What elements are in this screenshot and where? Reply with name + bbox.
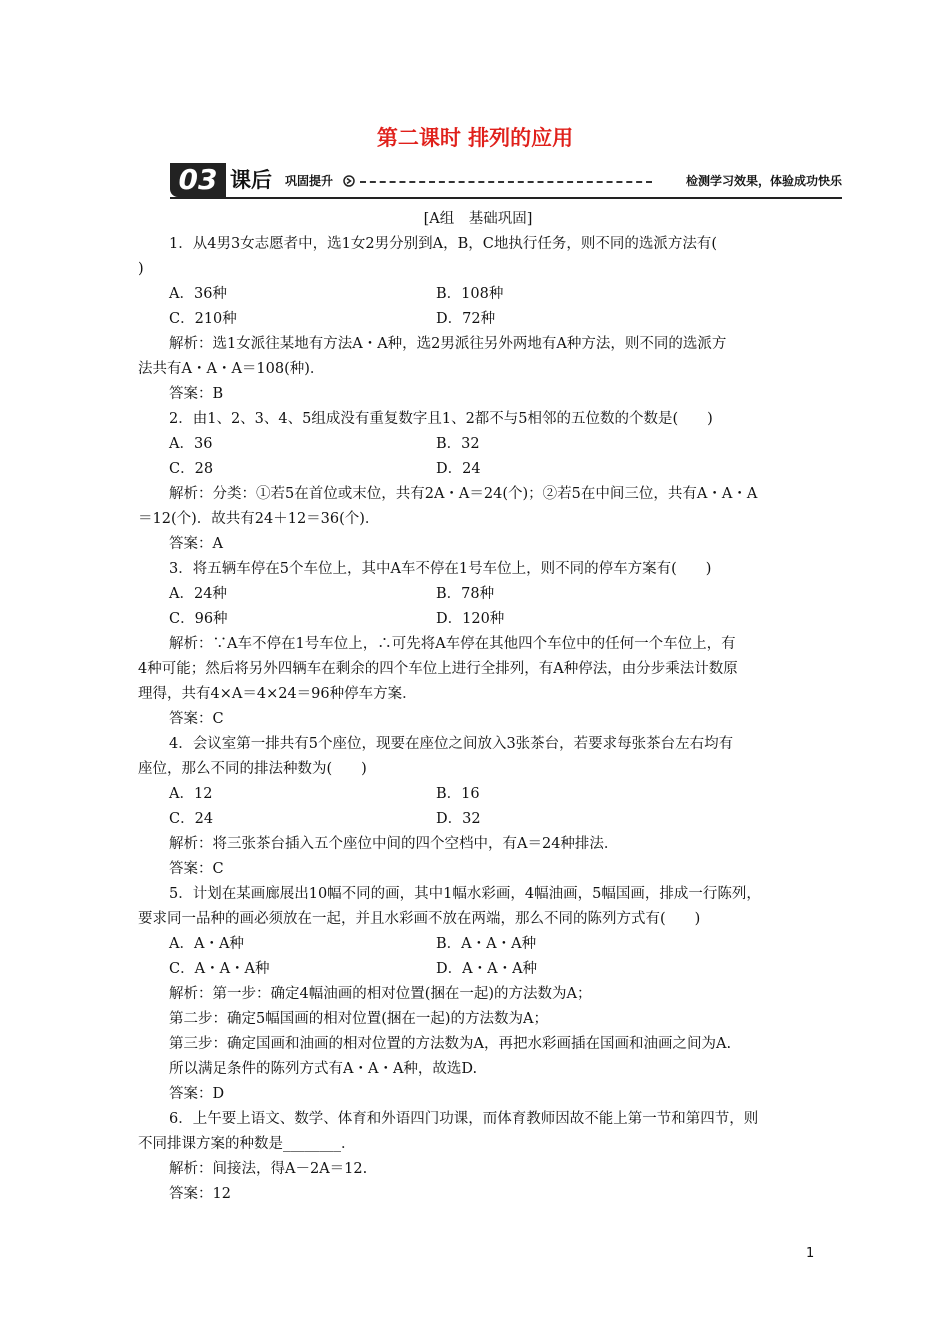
option-left: A．12 — [169, 786, 213, 802]
option-row — [138, 582, 818, 607]
option-left: C．A・A・A种 — [169, 961, 270, 977]
banner-name: 课后 — [230, 168, 272, 192]
banner-dashed-line — [360, 181, 652, 183]
option-left: C．28 — [169, 461, 214, 477]
option-row — [138, 957, 818, 982]
text-line: 解析：间接法，得A－2A＝12. — [169, 1161, 368, 1177]
option-left: A．A・A种 — [169, 936, 244, 952]
option-right: B．108种 — [436, 286, 504, 302]
banner-subtitle: 巩固提升 — [285, 174, 334, 188]
option-left: A．36种 — [169, 286, 227, 302]
group-heading: [A组 基础巩固] — [423, 211, 533, 227]
option-row — [138, 457, 818, 482]
option-right: B．16 — [436, 786, 480, 802]
option-right: D．72种 — [436, 311, 496, 327]
option-left: C．24 — [169, 811, 214, 827]
banner-number: 03 — [170, 163, 226, 197]
text-line: 1．从4男3女志愿者中，选1女2男分别到A，B，C地执行任务，则不同的选派方法有( — [169, 236, 718, 252]
exercise-content — [138, 207, 818, 1207]
text-line: 解析：∵A车不停在1号车位上，∴可先将A车停在其他四个车位中的任何一个车位上，有 — [169, 636, 736, 652]
option-right: B．A・A・A种 — [436, 936, 537, 952]
text-line: 答案：D — [169, 1086, 225, 1102]
option-right: D．24 — [436, 461, 481, 477]
text-line: 解析：选1女派往某地有方法A・A种，选2男派往另外两地有A种方法，则不同的选派方 — [169, 336, 727, 352]
option-left: A．36 — [169, 436, 213, 452]
option-left: A．24种 — [169, 586, 227, 602]
text-line: 答案：B — [169, 386, 224, 402]
text-line: 4．会议室第一排共有5个座位，现要在座位之间放入3张茶台，若要求每张茶台左右均有 — [169, 736, 734, 752]
text-line: 2．由1、2、3、4、5组成没有重复数字且1、2都不与5相邻的五位数的个数是( ) — [169, 411, 713, 427]
option-row — [138, 782, 818, 807]
text-line: 法共有A・A・A＝108(种)． — [138, 361, 325, 377]
arrow-right-icon — [343, 175, 355, 187]
page-title: 第二课时 排列的应用 — [376, 126, 574, 150]
text-line: 第三步：确定国画和油画的相对位置的方法数为A，再把水彩画插在国画和油画之间为A. — [169, 1036, 732, 1052]
text-line: 座位，那么不同的排法种数为( ) — [138, 761, 367, 777]
banner-slogan: 检测学习效果，体验成功快乐 — [685, 174, 842, 188]
text-line: 答案：C — [169, 861, 224, 877]
option-right: D．32 — [436, 811, 481, 827]
text-line: 4种可能；然后将另外四辆车在剩余的四个车位上进行全排列，有A种停法，由分步乘法计数原 — [138, 661, 738, 677]
text-line: 不同排课方案的种数是________． — [138, 1136, 356, 1152]
option-row — [138, 307, 818, 332]
option-right: D．120种 — [436, 611, 505, 627]
section-banner — [170, 163, 842, 199]
text-line: 5．计划在某画廊展出10幅不同的画，其中1幅水彩画，4幅油画，5幅国画，排成一行陈列， — [169, 886, 761, 902]
option-left: C．210种 — [169, 311, 237, 327]
option-row — [138, 432, 818, 457]
text-line: 3．将五辆车停在5个车位上，其中A车不停在1号车位上，则不同的停车方案有( ) — [169, 561, 712, 577]
option-row — [138, 807, 818, 832]
exercise-lines — [138, 232, 818, 1207]
text-line: 理得，共有4×A＝4×24＝96种停车方案． — [138, 686, 417, 702]
text-line: ＝12(个)．故共有24＋12＝36(个)． — [138, 511, 380, 527]
text-line: 第二步：确定5幅国画的相对位置(捆在一起)的方法数为A； — [169, 1011, 549, 1027]
text-line: ) — [138, 261, 144, 277]
option-row — [138, 607, 818, 632]
text-line: 答案：12 — [169, 1186, 231, 1202]
page-number: 1 — [806, 1246, 815, 1261]
text-line: 要求同一品种的画必须放在一起，并且水彩画不放在两端，那么不同的陈列方式有( ) — [138, 911, 701, 927]
text-line: 解析：分类：①若5在首位或末位，共有2A・A＝24(个)；②若5在中间三位，共有A・A・A — [169, 486, 758, 502]
option-right: B．32 — [436, 436, 480, 452]
option-right: D．A・A・A种 — [436, 961, 538, 977]
text-line: 答案：A — [169, 536, 223, 552]
option-row — [138, 282, 818, 307]
option-left: C．96种 — [169, 611, 228, 627]
option-row — [138, 932, 818, 957]
banner-rule — [170, 197, 842, 199]
text-line: 答案：C — [169, 711, 224, 727]
text-line: 解析：将三张茶台插入五个座位中间的四个空档中，有A＝24种排法． — [169, 836, 619, 852]
text-line: 所以满足条件的陈列方式有A・A・A种，故选D. — [169, 1061, 478, 1077]
option-right: B．78种 — [436, 586, 495, 602]
text-line: 解析：第一步：确定4幅油画的相对位置(捆在一起)的方法数为A； — [169, 986, 592, 1002]
text-line: 6．上午要上语文、数学、体育和外语四门功课，而体育教师因故不能上第一节和第四节，则 — [169, 1111, 759, 1127]
